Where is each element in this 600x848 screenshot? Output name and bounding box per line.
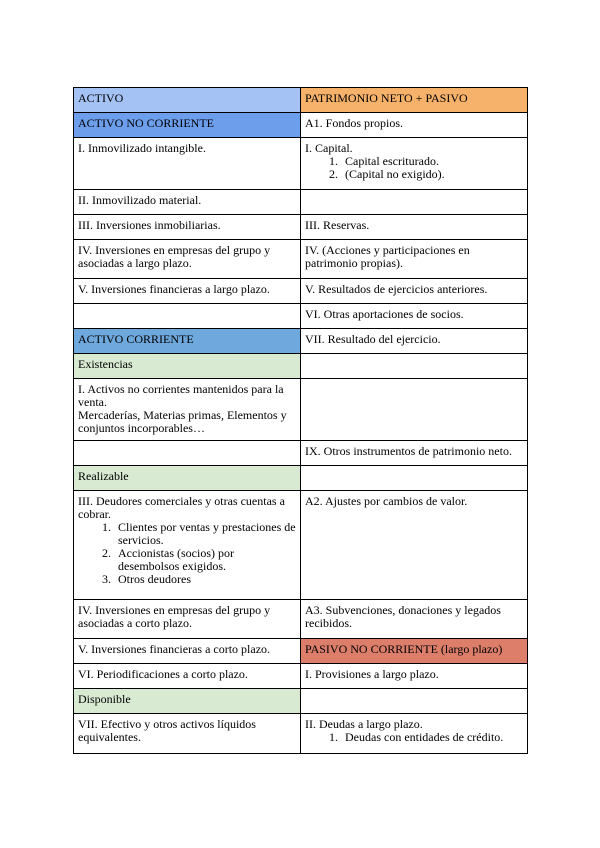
cell-inversiones-grupo-lp: IV. Inversiones en empresas del grupo y asociadas a largo plazo.	[74, 240, 301, 279]
table-row	[74, 491, 528, 600]
table-row	[74, 639, 528, 664]
cell-otras-aportaciones: VI. Otras aportaciones de socios.	[301, 304, 528, 329]
table-row	[74, 466, 528, 491]
header-patrimonio-pasivo: PATRIMONIO NETO + PASIVO	[301, 88, 528, 113]
table-row	[74, 664, 528, 689]
cell-empty	[301, 379, 528, 441]
cell-activos-no-corrientes-venta	[74, 379, 301, 441]
cell-deudores-comerciales	[74, 491, 301, 600]
table-row	[74, 689, 528, 714]
list-item: 3. Otros deudores	[114, 573, 296, 586]
cell-inversiones-financieras-lp: V. Inversiones financieras a largo plazo.	[74, 279, 301, 304]
cell-empty	[74, 304, 301, 329]
subsection-existencias: Existencias	[74, 354, 301, 379]
table-row	[74, 600, 528, 639]
cell-empty	[301, 354, 528, 379]
cell-activos-venta-line2: Mercaderías, Materias primas, Elementos y conjuntos incorporables…	[78, 408, 287, 435]
cell-inmovilizado-material: II. Inmovilizado material.	[74, 190, 301, 215]
cell-empty	[74, 441, 301, 466]
cell-provisiones-lp: I. Provisiones a largo plazo.	[301, 664, 528, 689]
deudores-list	[78, 521, 296, 586]
balance-sheet-table	[73, 87, 528, 754]
cell-fondos-propios: A1. Fondos propios.	[301, 113, 528, 138]
cell-otros-instrumentos: IX. Otros instrumentos de patrimonio neto.	[301, 441, 528, 466]
section-activo-corriente: ACTIVO CORRIENTE	[74, 329, 301, 354]
table-row	[74, 190, 528, 215]
table-row	[74, 240, 528, 279]
cell-inversiones-grupo-cp: IV. Inversiones en empresas del grupo y asociadas a corto plazo.	[74, 600, 301, 639]
cell-empty	[301, 466, 528, 491]
table-row	[74, 88, 528, 113]
cell-deudores-title: III. Deudores comerciales y otras cuentas a cobrar.	[78, 494, 285, 521]
cell-ajustes-valor: A2. Ajustes por cambios de valor.	[301, 491, 528, 600]
table-row	[74, 354, 528, 379]
cell-efectivo: VII. Efectivo y otros activos líquidos equivalentes.	[74, 714, 301, 754]
cell-deudas-lp-title: II. Deudas a largo plazo.	[305, 717, 423, 731]
table-row	[74, 329, 528, 354]
table-row	[74, 215, 528, 240]
cell-reservas: III. Reservas.	[301, 215, 528, 240]
table-row	[74, 113, 528, 138]
cell-periodificaciones-cp: VI. Periodificaciones a corto plazo.	[74, 664, 301, 689]
capital-list	[305, 155, 523, 181]
cell-inversiones-financieras-cp: V. Inversiones financieras a corto plazo.	[74, 639, 301, 664]
table-row	[74, 138, 528, 190]
subsection-realizable: Realizable	[74, 466, 301, 491]
table-row	[74, 441, 528, 466]
cell-deudas-lp	[301, 714, 528, 754]
table-row	[74, 379, 528, 441]
cell-capital	[301, 138, 528, 190]
header-activo: ACTIVO	[74, 88, 301, 113]
section-activo-no-corriente: ACTIVO NO CORRIENTE	[74, 113, 301, 138]
list-item: 1. Clientes por ventas y prestaciones de servicios.	[114, 521, 296, 547]
table-row	[74, 714, 528, 754]
cell-resultados-anteriores: V. Resultados de ejercicios anteriores.	[301, 279, 528, 304]
cell-empty	[301, 689, 528, 714]
list-item: 2. (Capital no exigido).	[341, 168, 523, 181]
cell-capital-title: I. Capital.	[305, 141, 353, 155]
cell-inmovilizado-intangible: I. Inmovilizado intangible.	[74, 138, 301, 190]
list-item: 2. Accionistas (socios) por desembolsos exigidos.	[114, 547, 296, 573]
table-row	[74, 279, 528, 304]
deudas-list	[305, 731, 523, 744]
cell-subvenciones: A3. Subvenciones, donaciones y legados recibidos.	[301, 600, 528, 639]
cell-inversiones-inmobiliarias: III. Inversiones inmobiliarias.	[74, 215, 301, 240]
cell-empty	[301, 190, 528, 215]
list-item: 1. Deudas con entidades de crédito.	[341, 731, 523, 744]
table-row	[74, 304, 528, 329]
cell-acciones-propias: IV. (Acciones y participaciones en patrimonio propias).	[301, 240, 528, 279]
cell-resultado-ejercicio: VII. Resultado del ejercicio.	[301, 329, 528, 354]
cell-activos-venta-line1: I. Activos no corrientes mantenidos para la venta.	[78, 382, 284, 409]
section-pasivo-no-corriente: PASIVO NO CORRIENTE (largo plazo)	[301, 639, 528, 664]
subsection-disponible: Disponible	[74, 689, 301, 714]
list-item: 1. Capital escriturado.	[341, 155, 523, 168]
